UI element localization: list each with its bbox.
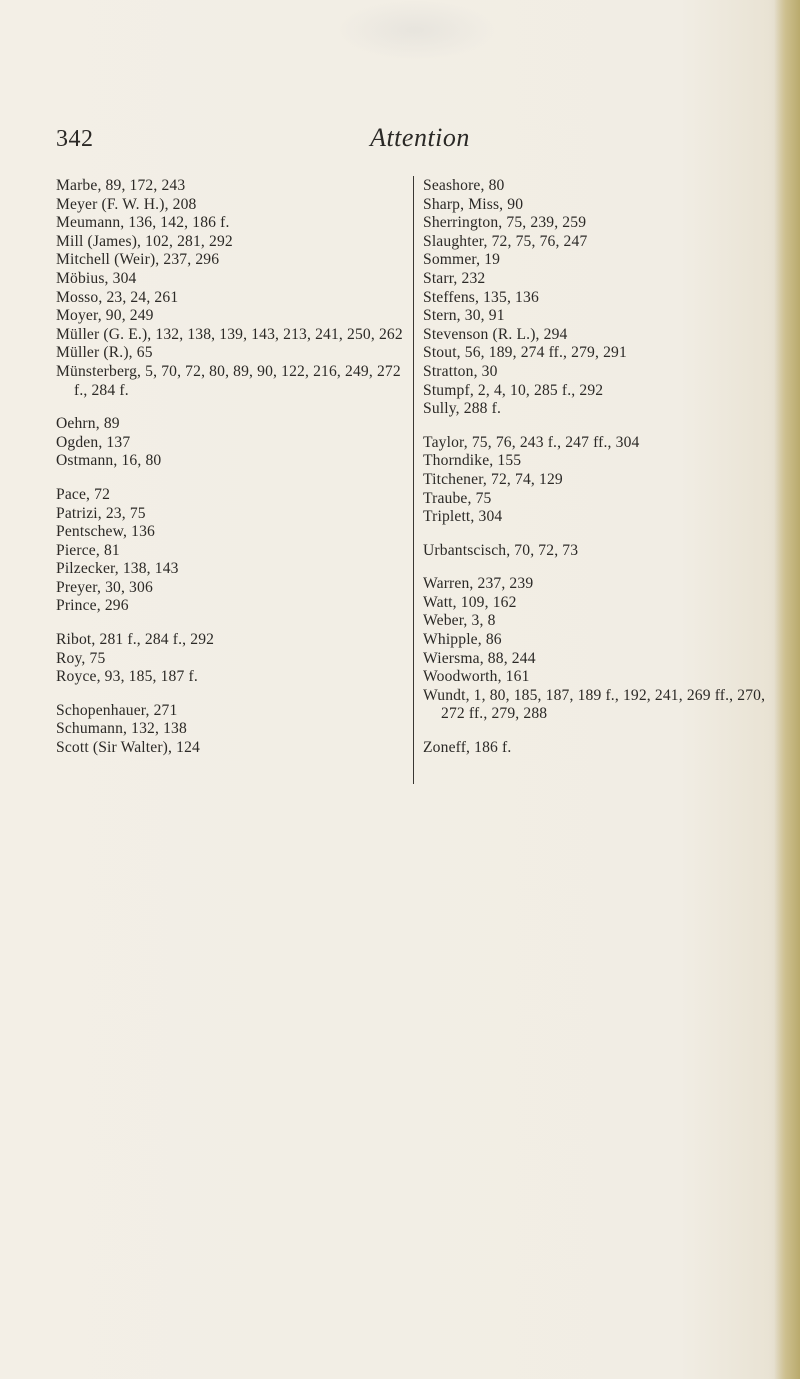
index-entry: Schopenhauer, 271 bbox=[56, 701, 178, 719]
index-entry: Sharp, Miss, 90 bbox=[423, 195, 524, 213]
index-entry: Roy, 75 bbox=[56, 649, 106, 667]
index-entry: Mitchell (Weir), 237, 296 bbox=[56, 251, 220, 269]
index-entry: Meumann, 136, 142, 186 f. bbox=[56, 214, 230, 232]
index-entry: Slaughter, 72, 75, 76, 247 bbox=[423, 232, 588, 250]
index-entry: Schumann, 132, 138 bbox=[56, 720, 187, 738]
index-entry: Seashore, 80 bbox=[423, 177, 505, 194]
index-letter-group bbox=[423, 177, 783, 419]
index-entry: Scott (Sir Walter), 124 bbox=[56, 739, 200, 757]
index-entry: Mill (James), 102, 281, 292 bbox=[56, 232, 233, 250]
index-letter-group bbox=[423, 575, 783, 724]
index-entry: Warren, 237, 239 bbox=[423, 575, 534, 593]
index-column-right bbox=[423, 177, 783, 773]
page-number: 342 bbox=[56, 126, 94, 152]
index-entry: Traube, 75 bbox=[423, 489, 492, 507]
index-entry: Steffens, 135, 136 bbox=[423, 288, 539, 306]
index-entry: Watt, 109, 162 bbox=[423, 593, 517, 611]
index-letter-group bbox=[423, 434, 783, 527]
index-entry: Taylor, 75, 76, 243 f., 247 ff., 304 bbox=[423, 433, 640, 451]
index-letter-group bbox=[56, 631, 411, 687]
index-entry: Sherrington, 75, 239, 259 bbox=[423, 214, 587, 232]
index-entry: Pierce, 81 bbox=[56, 541, 120, 559]
index-column-left bbox=[56, 177, 411, 773]
index-entry: Moyer, 90, 249 bbox=[56, 307, 154, 325]
index-entry: Münsterberg, 5, 70, 72, 80, 89, 90, 122, 216, 249, 272 f., 284 f. bbox=[56, 362, 401, 399]
running-head: Attention bbox=[370, 123, 470, 152]
index-entry: Oehrn, 89 bbox=[56, 415, 120, 433]
index-entry: Prince, 296 bbox=[56, 597, 129, 615]
index-entry: Müller (G. E.), 132, 138, 139, 143, 213, 241, 250, 262 bbox=[56, 325, 403, 343]
index-entry: Thorndike, 155 bbox=[423, 452, 522, 470]
index-letter-group bbox=[423, 542, 783, 561]
index-entry: Stratton, 30 bbox=[423, 362, 498, 380]
bleed-through-mark bbox=[335, 0, 495, 60]
index-entry: Wundt, 1, 80, 185, 187, 189 f., 192, 241, 269 ff., 270, 272 ff., 279, 288 bbox=[423, 686, 766, 723]
index-entry: Ogden, 137 bbox=[56, 433, 131, 451]
index-entry: Stumpf, 2, 4, 10, 285 f., 292 bbox=[423, 381, 604, 399]
index-entry: Royce, 93, 185, 187 f. bbox=[56, 668, 198, 686]
index-entry: Marbe, 89, 172, 243 bbox=[56, 177, 186, 194]
index-entry: Ribot, 281 f., 284 f., 292 bbox=[56, 631, 215, 649]
index-letter-group bbox=[56, 177, 411, 400]
index-entry: Wiersma, 88, 244 bbox=[423, 649, 536, 667]
index-letter-group bbox=[56, 486, 411, 616]
index-entry: Pentschew, 136 bbox=[56, 523, 155, 541]
index-entry: Sully, 288 f. bbox=[423, 400, 502, 418]
index-entry: Müller (R.), 65 bbox=[56, 344, 153, 362]
index-letter-group bbox=[56, 702, 411, 758]
index-entry: Meyer (F. W. H.), 208 bbox=[56, 195, 197, 213]
index-entry: Pilzecker, 138, 143 bbox=[56, 560, 179, 578]
index-entry: Weber, 3, 8 bbox=[423, 612, 496, 630]
column-divider bbox=[413, 176, 414, 784]
index-entry: Zoneff, 186 f. bbox=[423, 739, 512, 757]
index-entry: Stern, 30, 91 bbox=[423, 307, 505, 325]
index-letter-group bbox=[423, 739, 783, 758]
index-entry: Ostmann, 16, 80 bbox=[56, 452, 162, 470]
index-letter-group bbox=[56, 415, 411, 471]
index-entry: Woodworth, 161 bbox=[423, 668, 530, 686]
index-entry: Triplett, 304 bbox=[423, 508, 503, 526]
index-entry: Preyer, 30, 306 bbox=[56, 578, 153, 596]
index-entry: Patrizi, 23, 75 bbox=[56, 504, 146, 522]
index-entry: Möbius, 304 bbox=[56, 269, 137, 287]
index-entry: Whipple, 86 bbox=[423, 631, 502, 649]
index-entry: Sommer, 19 bbox=[423, 251, 501, 269]
index-entry: Pace, 72 bbox=[56, 485, 111, 503]
index-entry: Stout, 56, 189, 274 ff., 279, 291 bbox=[423, 344, 627, 362]
index-entry: Stevenson (R. L.), 294 bbox=[423, 325, 568, 343]
index-entry: Mosso, 23, 24, 261 bbox=[56, 288, 179, 306]
index-entry: Titchener, 72, 74, 129 bbox=[423, 470, 563, 488]
index-entry: Urbantscisch, 70, 72, 73 bbox=[423, 541, 579, 559]
index-entry: Starr, 232 bbox=[423, 269, 486, 287]
